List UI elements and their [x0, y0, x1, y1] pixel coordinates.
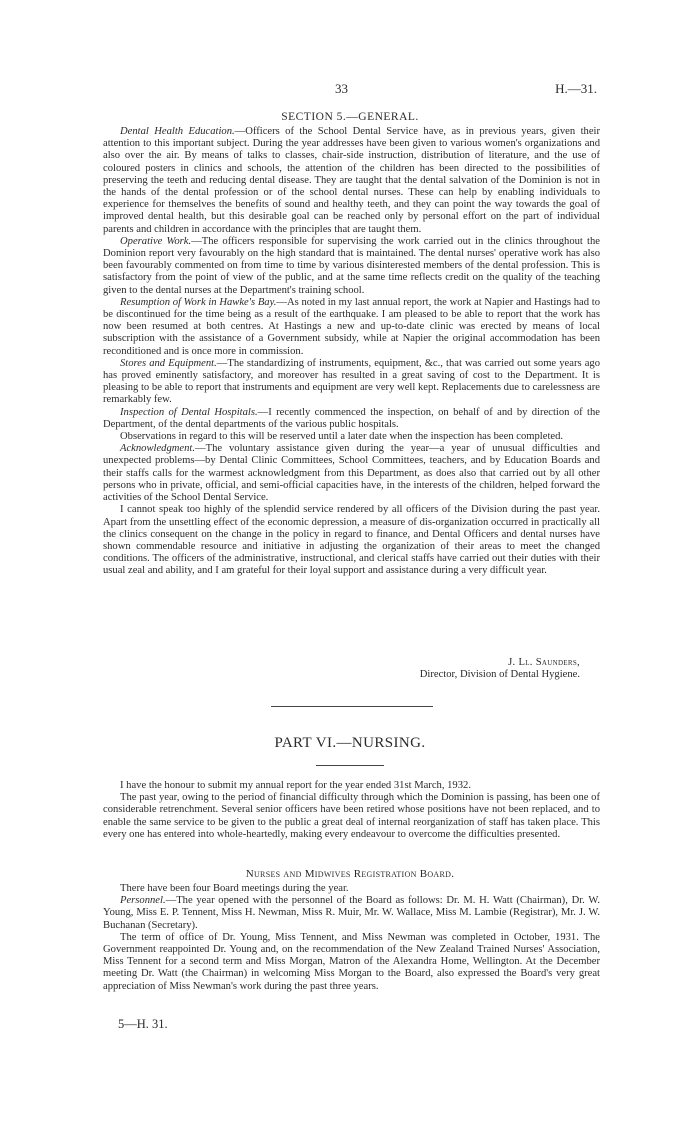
paragraph-text: —The standardizing of instruments, equipment, &c., that was carried out some years ago has proved eminently satisfactory, and moreover has resulted in a great saving of cost to the Department. It is pleasing to be able to report that instruments and equipment are very well kept. Replacements due to carelessness are remarkably few. — [103, 357, 600, 406]
paragraph-heading: Dental Health Education. — [120, 126, 235, 137]
paragraph-text: There have been four Board meetings during the year. — [120, 883, 349, 894]
part-title: PART VI.—NURSING. — [274, 735, 426, 751]
part-intro — [103, 780, 600, 841]
signature-name: J. Ll. Saunders, — [508, 657, 580, 668]
paragraph — [103, 126, 600, 236]
title-underline — [316, 765, 384, 766]
paragraph — [103, 780, 600, 792]
paragraph-heading: Stores and Equipment. — [120, 357, 217, 369]
paragraph — [103, 895, 600, 932]
paragraph-text: Observations in regard to this will be reserved until a later date when the inspection has been completed. — [120, 431, 564, 443]
paragraph-text: —The voluntary assistance given during the year—a year of unusual difficulties and unexpected problems—by Dental Clinic Committees, School Committees, teachers, and by Education Boards and their staffs calls for the warmest acknowledgment from this Department, as does also that carried out by all other persons who in private, official, and semi-official capacities have, in the interests of the children, helped forward the activities of the School Dental Service. — [103, 443, 600, 504]
paragraph-text: I have the honour to submit my annual report for the year ended 31st March, 1932. — [120, 780, 471, 791]
paragraph — [103, 297, 600, 358]
document-reference: H.—31. — [555, 81, 597, 96]
paragraph-heading: Resumption of Work in Hawke's Bay. — [120, 296, 277, 308]
paragraph-heading: Inspection of Dental Hospitals. — [120, 406, 258, 418]
paragraph — [103, 932, 600, 993]
paragraph — [103, 504, 600, 577]
paragraph — [103, 407, 600, 431]
paragraph-text: —The officers responsible for supervising the work carried out in the clinics throughout the Dominion report very favourably on the high standard that is maintained. The dental nurses' operative work has also been favourably commented on from time to time by various disinterested members of the dental profession. This is satisfactory from the point of view of the public, and at the same time reflects credit on the quality of the teaching given to the dental nurses at the Department's training school. — [103, 235, 600, 296]
page-number: 33 — [335, 81, 348, 96]
signature-mark: 5—H. 31. — [118, 1017, 168, 1031]
paragraph-heading: Acknowledgment. — [120, 443, 196, 455]
signature-title: Director, Division of Dental Hygiene. — [419, 669, 580, 681]
page-header — [0, 83, 700, 99]
paragraph — [103, 358, 600, 407]
paragraph-text: The past year, owing to the period of financial difficulty through which the Dominion is passing, has been one of considerable retrenchment. Several senior officers have been retired whose positions have not been replaced, and to enable the same service to be given to the public a great deal of internal reorganization of staff has taken place. This every one has entered into whole-heartedly, making every endeavour to overcome the difficulties presented. — [103, 792, 600, 840]
paragraph-heading: Personnel. — [120, 895, 166, 907]
paragraph-text: The term of office of Dr. Young, Miss Tennent, and Miss Newman was completed in October, 1931. The Government reappointed Dr. Young and, on the recommendation of the New Zealand Trained Nurses' Association, Miss Tennent for a second term and Miss Morgan, Matron of the Alexandra Home, Wellington. At the December meeting Dr. Watt (the Chairman) in welcoming Miss Morgan to the Board, also expressed the Board's very great appreciation of Miss Newman's work during the past three years. — [103, 931, 600, 992]
signature-block — [380, 657, 580, 681]
paragraph-text: —Officers of the School Dental Service have, as in previous years, given their attention to this important subject. During the year addresses have been given to various women's organizations and also over the air. By means of talks to classes, chair-side instruction, distribution of literature, and the use of coloured posters in clinics and schools, the attention of the children has been directed to the possibilities of preserving the teeth and reducing dental disease. They are taught that the dental salvation of the Dominion is not in the hands of the dental profession or of the school dental nurses. These can help by enabling individuals to experience for themselves the benefits of sound and healthy teeth, and they can point the way towards the goal of improved dental health, but this desirable goal can be reached only by personal effort on the part of individual parents and children in accordance with the principles that are taught them. — [103, 126, 600, 235]
paragraph — [103, 792, 600, 841]
paragraph-text: —As noted in my last annual report, the work at Napier and Hastings had to be discontinued for the time being as a result of the earthquake. I am pleased to be able to report that the work has now been resumed at both centres. At Hastings a new and up-to-date clinic was erected by means of local subscription with the assistance of a Government subsidy, while at Napier the original accommodation has been reconditioned and is once more in commission. — [103, 296, 600, 357]
board-body — [103, 883, 600, 993]
section-title: SECTION 5.—GENERAL. — [281, 111, 419, 123]
paragraph-heading: Operative Work. — [120, 235, 192, 247]
paragraph — [103, 431, 600, 443]
paragraph-text: —I recently commenced the inspection, on behalf of and by direction of the Department, of the dental departments of the various public hospitals. — [103, 406, 600, 430]
paragraph — [103, 443, 600, 504]
paragraph — [103, 883, 600, 895]
section-body — [103, 126, 600, 578]
paragraph-text: —The year opened with the personnel of the Board as follows: Dr. M. H. Watt (Chairman), Dr. W. Young, Miss E. P. Tennent, Miss H. Newman, Miss R. Muir, Mr. W. Wallace, Miss M. Lambie (Registrar), Mr. J. W. Buchanan (Secretary). — [103, 895, 600, 931]
board-heading: Nurses and Midwives Registration Board. — [245, 868, 455, 880]
paragraph-text: I cannot speak too highly of the splendid service rendered by all officers of the Division during the past year. Apart from the unsettling effect of the economic depression, a measure of dis-organization occurred in practically all the clinics consequent on the change in the policy in regard to finance, and Dental Officers and dental nurses have shown commendable resource and initiative in adjusting the organization of their areas to meet the changed conditions. The officers of the administrative, instructional, and clerical staffs have carried out their duties with their usual zeal and ability, and I am grateful for their loyal support and assistance during a very difficult year. — [103, 504, 600, 577]
paragraph — [103, 236, 600, 297]
section-divider — [271, 706, 433, 707]
